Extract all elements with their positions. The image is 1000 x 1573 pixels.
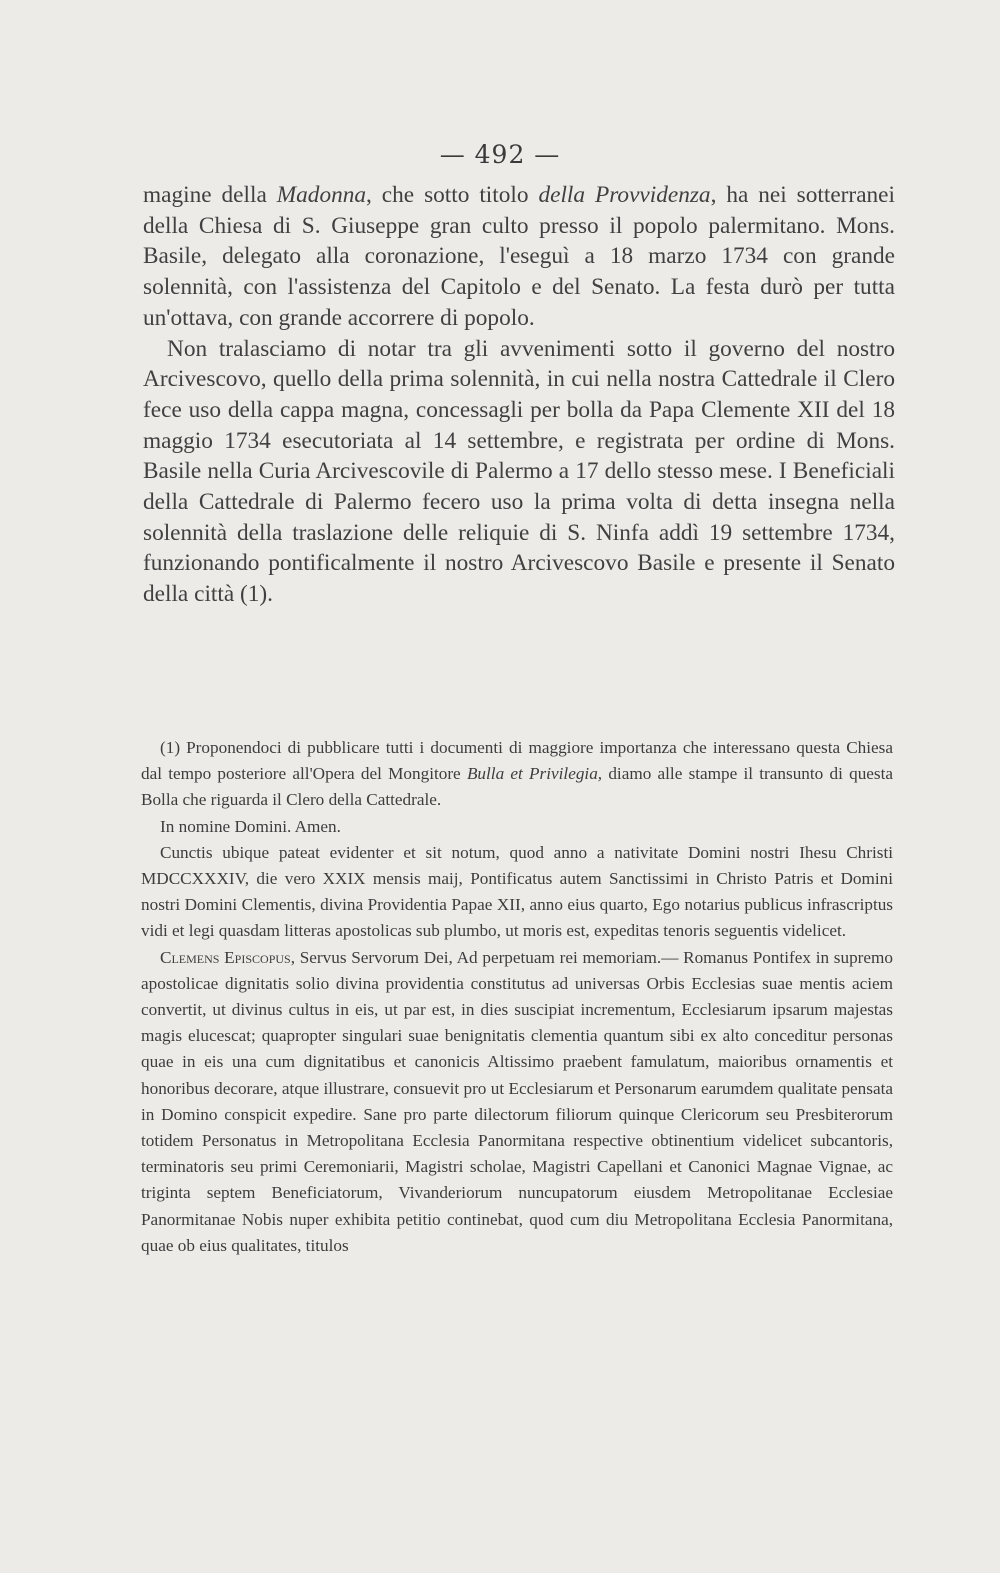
italic-bulla: Bulla et Privilegia, bbox=[466, 764, 603, 784]
text-span: , ha nei sotterranei della Chiesa di S. Giuseppe gran culto presso il popolo palermitano. Mons. Basile, delegato alla coronazione, l'eseguì a 18 marzo 1734 con grande solennità, con l'assistenza del Capitolo e del Senato. La festa durò per tutta un'ottava, con grande accorrere di popolo. bbox=[143, 182, 895, 331]
page-number: — 492 — bbox=[439, 140, 561, 169]
paragraph-1 bbox=[143, 180, 895, 334]
footnote-line-invocation: In nomine Domini. Amen. bbox=[160, 816, 341, 836]
footnote-line-bull bbox=[141, 945, 893, 1259]
footnotes bbox=[141, 735, 893, 1259]
text-span: , Servus Servorum Dei, Ad perpetuam rei memoriam.— Romanus Pontifex in supremo apostolicae dignitatis solio divina providentia constitutus ad universas Orbis Ecclesias suae mentis aciem convertit, ut divinus cultus in eis, ut par est, in dies suscipiat incrementum, Ecclesiarum ipsarum majestas magis elucescat; quapropter singulari suae benignitatis clementia quantum sibi ex alto conceditur personas quae in eis una cum dignitatibus et canonicis Altissimo praebent famulatum, maioribus ornamentis et honoribus decorare, atque illustrare, consuevit pro ut Ecclesiarum et Personarum earumdem qualitate pensata in Domino conspicit expedire. Sane pro parte dilectorum filiorum quinque Clericorum seu Presbiterorum totidem Personatus in Metropolitana Ecclesia Panormitana respective obtinentium videlicet subcantoris, terminatoris seu primi Ceremoniarii, Magistri scholae, Magistri Capellani et Canonici Magnae Vignae, ac triginta septem Beneficiatorum, Vivanderiorum nuncupatorum eiusdem Metropolitanae Ecclesiae Panormitanae Nobis nuper exhibita petitio continebat, quod cum diu Metropolitana Ecclesia Panormitana, quae ob eius qualitates, titulos bbox=[141, 947, 893, 1255]
italic-madonna: Madonna bbox=[276, 182, 367, 208]
small-caps-clemens: Clemens Episcopus bbox=[160, 947, 291, 967]
text-span: diamo alle stampe il transunto di questa Bolla che riguarda il Clero della Cattedrale. bbox=[141, 764, 894, 810]
text-span: (1) Proponendoci di pubblicare tutti i documenti di maggiore importanza che interessano questa Chiesa dal tempo posteriore all'Opera del Mongitore bbox=[141, 738, 893, 784]
footnote-line-notary: Cunctis ubique pateat evidenter et sit notum, quod anno a nativitate Domini nostri Ihesu Christi MDCCXXXIV, die vero XXIX mensis maij, Pontificatus autem Sanctissimi in Christo Patris et Domini nostri Domini Clementis, divina Providentia Papae XII, anno eius quarto, Ego notarius publicus infrascriptus vidi et legi quasdam litteras apostolicas sub plumbo, ut moris est, expeditas tenoris seguentis videlicet. bbox=[141, 842, 893, 941]
text-span: , che sotto titolo bbox=[366, 182, 539, 208]
text-span: magine della bbox=[143, 182, 277, 208]
paragraph-2: Non tralasciamo di notar tra gli avvenimenti sotto il governo del nostro Arcivescovo, quello della prima solennità, in cui nella nostra Cattedrale il Clero fece uso della cappa magna, concessagli per bolla da Papa Clemente XII del 18 maggio 1734 esecutoriata al 14 settembre, e registrata per ordine di Mons. Basile nella Curia Arcivescovile di Palermo a 17 dello stesso mese. I Beneficiali della Cattedrale di Palermo fecero uso la prima volta di detta insegna nella solennità della traslazione delle reliquie di S. Ninfa addì 19 settembre 1734, funzionando pontificalmente il nostro Arcivescovo Basile e presente il Senato della città (1). bbox=[143, 335, 895, 608]
italic-provvidenza: della Provvidenza bbox=[538, 182, 711, 208]
footnote-1 bbox=[141, 735, 893, 814]
main-text bbox=[143, 180, 895, 610]
